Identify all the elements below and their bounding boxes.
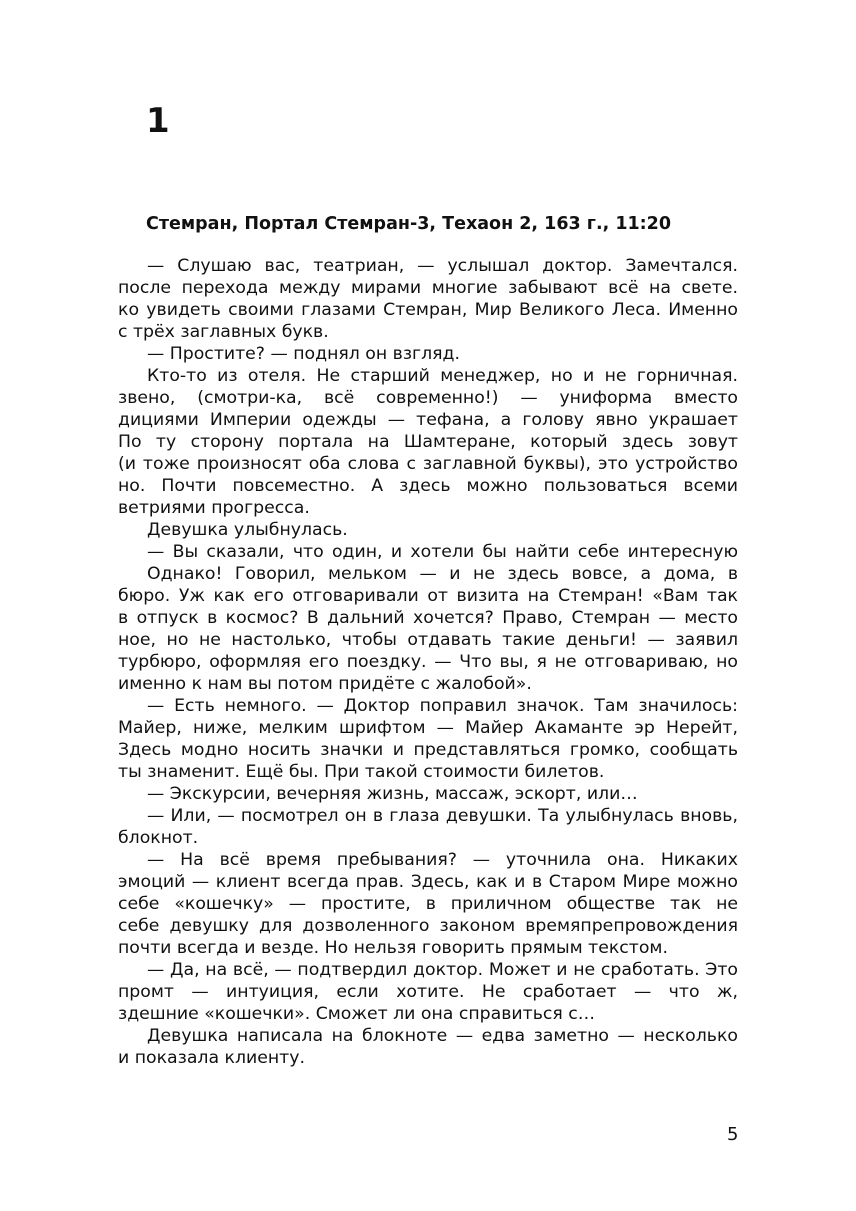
text-line: бюро. Уж как его отговаривали от визита на Стемран! «Вам так bbox=[118, 586, 738, 606]
text-line: ты знаменит. Ещё бы. При такой стоимости билетов. bbox=[118, 762, 605, 782]
text-line: ветриями прогресса. bbox=[118, 498, 310, 518]
text-line: дициями Империи одежды — тефана, а голову явно украшает bbox=[118, 410, 738, 430]
text-line: — Простите? — поднял он взгляд. bbox=[147, 344, 461, 364]
text-line: себе «кошечку» — простите, в приличном обществе так не bbox=[118, 894, 738, 914]
text-line: — Или, — посмотрел он в глаза девушки. Та улыбнулась вновь, bbox=[147, 806, 738, 826]
text-line: здешние «кошечки». Сможет ли она справиться с… bbox=[118, 1004, 596, 1024]
text-line: — На всё время пребывания? — уточнила она. Никаких bbox=[147, 850, 738, 870]
text-line: в отпуск в космос? В дальний хочется? Право, Стемран — место bbox=[118, 608, 738, 628]
text-line: Однако! Говорил, мельком — и не здесь вовсе, а дома, в bbox=[147, 564, 738, 584]
text-line: Здесь модно носить значки и представляться громко, сообщать bbox=[118, 740, 738, 760]
scene-heading: Стемран, Портал Стемран-3, Техаон 2, 163 г., 11:20 bbox=[146, 214, 672, 234]
page-number: 5 bbox=[727, 1124, 739, 1145]
text-line: эмоций — клиент всегда прав. Здесь, как и в Старом Мире можно bbox=[118, 872, 738, 892]
text-line: ное, но не настолько, чтобы отдавать такие деньги! — заявил bbox=[118, 630, 738, 650]
text-line: ко увидеть своими глазами Стемран, Мир Великого Леса. Именно bbox=[118, 300, 738, 320]
text-line: после перехода между мирами многие забывают всё на свете. bbox=[118, 278, 738, 298]
text-line: себе девушку для дозволенного законом времяпрепровождения bbox=[118, 916, 738, 936]
text-line: — Да, на всё, — подтвердил доктор. Может и не сработать. Это bbox=[147, 960, 738, 980]
text-line: промт — интуиция, если хотите. Не сработает — что ж, bbox=[118, 982, 738, 1002]
text-line: Девушка написала на блокноте — едва заметно — несколько bbox=[147, 1026, 738, 1046]
text-line: Девушка улыбнулась. bbox=[147, 520, 348, 540]
body-text bbox=[118, 255, 738, 1069]
text-line: и показала клиенту. bbox=[118, 1048, 305, 1068]
text-line: — Вы сказали, что один, и хотели бы найти себе интересную bbox=[147, 542, 738, 562]
text-line: блокнот. bbox=[118, 828, 199, 848]
text-line: — Экскурсии, вечерняя жизнь, массаж, эскорт, или… bbox=[147, 784, 638, 804]
text-line: По ту сторону портала на Шамтеране, который здесь зовут bbox=[118, 432, 738, 452]
text-line: — Есть немного. — Доктор поправил значок. Там значилось: bbox=[147, 696, 738, 716]
text-line: звено, (смотри-ка, всё современно!) — униформа вместо bbox=[118, 388, 738, 408]
text-line: именно к нам вы потом придёте с жалобой». bbox=[118, 674, 532, 694]
text-line: Майер, ниже, мелким шрифтом — Майер Акаманте эр Нерейт, bbox=[118, 718, 738, 738]
text-line: — Слушаю вас, театриан, — услышал доктор. Замечтался. bbox=[147, 256, 738, 276]
text-line: почти всегда и везде. Но нельзя говорить прямым текстом. bbox=[118, 938, 668, 958]
text-line: турбюро, оформляя его поездку. — Что вы, я не отговариваю, но bbox=[118, 652, 738, 672]
text-line: но. Почти повсеместно. А здесь можно пользоваться всеми bbox=[118, 476, 738, 496]
text-line: Кто-то из отеля. Не старший менеджер, но и не горничная. bbox=[147, 366, 738, 386]
text-line: с трёх заглавных букв. bbox=[118, 322, 329, 342]
text-line: (и тоже произносят оба слова с заглавной буквы), это устройство bbox=[118, 454, 738, 474]
chapter-number: 1 bbox=[146, 101, 170, 141]
